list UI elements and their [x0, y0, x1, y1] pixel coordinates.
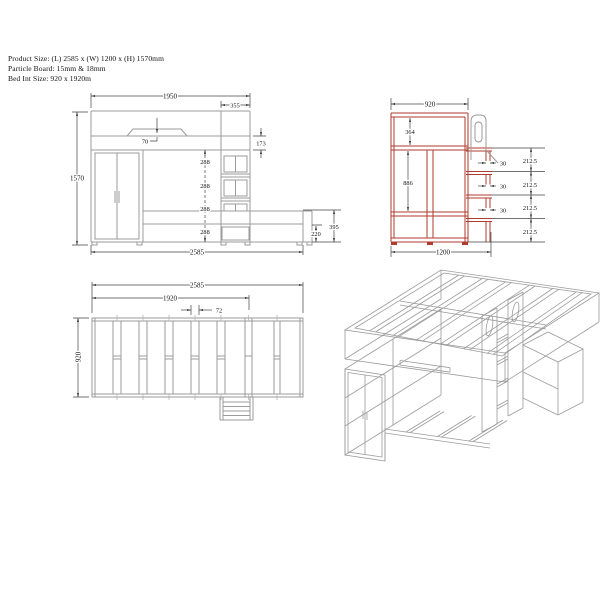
dim-front-shelf-gap-1: 288: [200, 159, 210, 166]
dim-front-top-shelf: 173: [256, 140, 266, 148]
front-view-structure: [91, 111, 312, 245]
side-view: [391, 98, 545, 257]
dim-side-rise-3: 212.5: [522, 205, 538, 212]
dim-side-clearance: 886: [403, 180, 413, 187]
dim-side-rise-2: 212.5: [522, 182, 538, 189]
dim-side-step-thk-2: 30: [499, 183, 507, 191]
top-view-structure: [92, 315, 303, 420]
top-view: [73, 282, 303, 421]
dim-front-headboard: 70: [141, 138, 149, 146]
dim-side-bed-depth: 920: [424, 100, 436, 109]
dim-front-total-length: 2585: [190, 248, 204, 257]
dim-front-shelf-gap-2: 288: [200, 183, 210, 190]
dim-top-internal-width: 920: [74, 351, 83, 363]
front-view: [70, 93, 341, 257]
dim-front-bench-seat: 220: [311, 231, 321, 238]
dim-top-total-length: 2585: [190, 281, 204, 290]
dim-side-rise-4: 212.5: [522, 229, 538, 236]
dim-side-step-thk-3: 30: [499, 207, 507, 215]
particle-board-line: Particle Board: 15mm & 18mm: [8, 64, 106, 73]
top-view-labels: [75, 282, 223, 363]
top-view-dimensions: [73, 282, 303, 397]
side-view-rail-panel: [471, 115, 498, 163]
iso-upper-bed: [345, 270, 599, 382]
dim-front-height: 1570: [70, 174, 84, 183]
dim-front-top-width: 1950: [163, 92, 177, 101]
dim-side-rise-1: 212.5: [522, 158, 538, 165]
bed-int-size-line: Bed Int Size: 920 x 1920m: [8, 74, 92, 83]
dim-front-ladder-width: 355: [230, 102, 240, 110]
dim-top-slat: 72: [215, 307, 223, 315]
dim-front-shelf-gap-3: 288: [200, 206, 210, 213]
dim-side-step-thk-1: 30: [499, 160, 507, 168]
dim-front-shelf-gap-4: 288: [200, 229, 210, 236]
dim-side-total-depth: 1200: [436, 248, 450, 257]
front-view-labels: [70, 93, 339, 257]
isometric-view: [345, 270, 599, 461]
handle-cutout: [475, 122, 482, 142]
product-size-line: Product Size: (L) 2585 x (W) 1200 x (H) 1570mm: [8, 54, 165, 63]
iso-bench: [523, 332, 583, 415]
stair-handle-cutout-far: [511, 302, 520, 323]
dim-top-internal-length: 1920: [163, 294, 177, 303]
dim-side-rail: 364: [405, 129, 415, 136]
dim-front-bench-top: 395: [329, 224, 339, 231]
side-view-labels: [403, 101, 537, 257]
